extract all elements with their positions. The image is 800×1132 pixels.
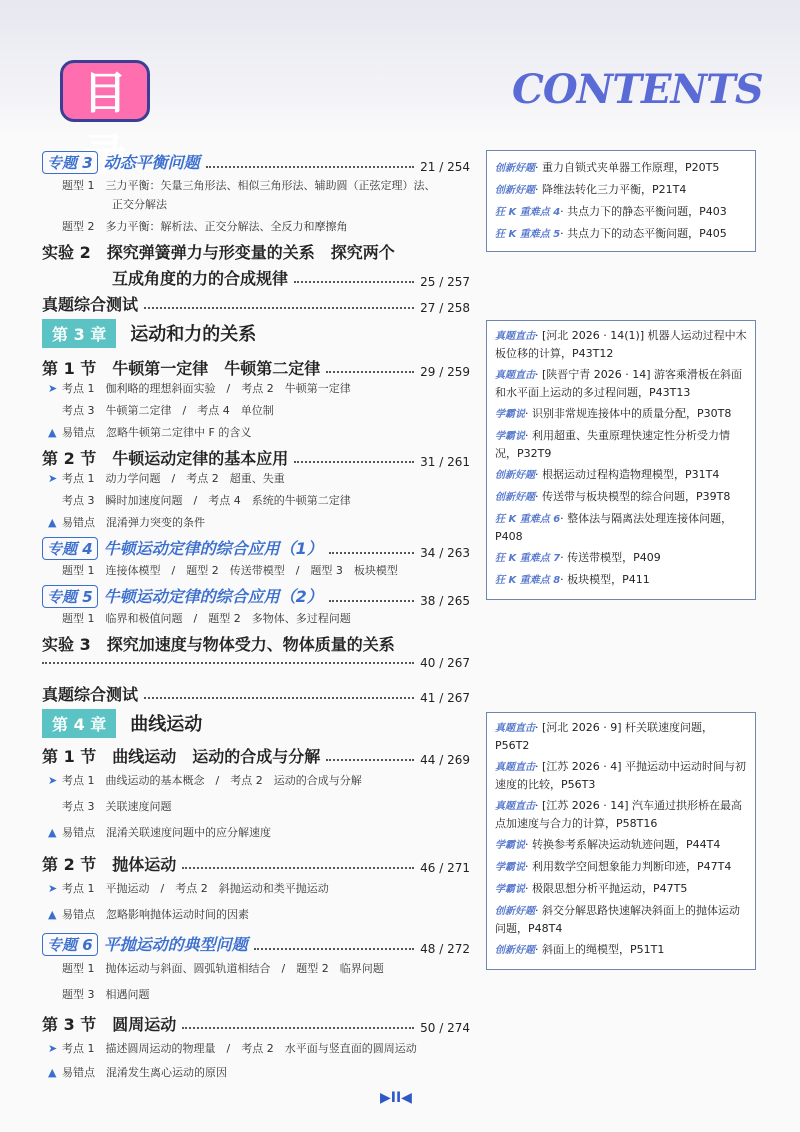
- arrow-icon: ➤: [48, 1042, 58, 1055]
- arrow-icon: ➤: [48, 382, 58, 395]
- topic-tag: 专题 3: [42, 151, 98, 174]
- toc-row-section31[interactable]: [42, 356, 470, 379]
- sidebox-1: [486, 150, 756, 252]
- toc-row-topic6[interactable]: [42, 932, 470, 956]
- topic-tag: 专题 5: [42, 585, 98, 608]
- side-item[interactable]: 学霸说· 利用超重、失重原理快速定性分析受力情况，P32T9: [495, 429, 730, 460]
- sub-item: ▲ 易错点 忽略牛顿第二定律中 F 的含义: [48, 426, 252, 439]
- sub-item: ➤ 考点 1 曲线运动的基本概念 / 考点 2 运动的合成与分解: [48, 774, 362, 787]
- side-item[interactable]: 真题直击· [江苏 2026 · 4] 平抛运动中运动时间与初速度的比较，P56T3: [495, 760, 747, 791]
- sub-item: 正交分解法: [112, 198, 167, 211]
- side-item[interactable]: 学霸说· 转换参考系解决运动轨迹问题，P44T4: [495, 838, 721, 851]
- toc-row-section32[interactable]: [42, 446, 470, 469]
- sub-item: 题型 1 三力平衡：矢量三角形法、相似三角形法、辅助圆（正弦定理）法、: [62, 179, 436, 192]
- side-item[interactable]: 创新好题· 降维法转化三力平衡，P21T4: [495, 183, 687, 196]
- page-ref: 41 / 267: [420, 691, 470, 705]
- experiment-title[interactable]: 实验 3 探究加速度与物体受力、物体质量的关系: [42, 635, 395, 654]
- toc-row-section43[interactable]: [42, 1012, 470, 1035]
- toc-row-test[interactable]: [42, 292, 470, 315]
- side-item[interactable]: 狂 K 重难点 5· 共点力下的动态平衡问题，P405: [495, 227, 727, 240]
- sub-item: 题型 1 抛体运动与斜面、圆弧轨道相结合 / 题型 2 临界问题: [62, 962, 384, 975]
- contents-heading: CONTENTS: [512, 66, 763, 113]
- toc-row-section41[interactable]: [42, 744, 470, 767]
- page-ref: 46 / 271: [420, 861, 470, 875]
- page-ref: 50 / 274: [420, 1021, 470, 1035]
- sub-item: ➤ 考点 1 伽利略的理想斜面实验 / 考点 2 牛顿第一定律: [48, 382, 351, 395]
- toc-row-topic5[interactable]: [42, 584, 470, 608]
- chapter-name: 运动和力的关系: [130, 324, 257, 345]
- experiment-title-cont: 互成角度的力的合成规律: [112, 269, 289, 288]
- topic-tag: 专题 6: [42, 933, 98, 956]
- chapter-badge: 第 3 章: [42, 319, 116, 348]
- sub-item: 题型 3 相遇问题: [62, 988, 150, 1001]
- toc-row-test2[interactable]: [42, 682, 470, 705]
- sub-item: ▲ 易错点 混淆发生离心运动的原因: [48, 1066, 227, 1079]
- sub-item: 考点 3 瞬时加速度问题 / 考点 4 系统的牛顿第二定律: [62, 494, 351, 507]
- side-item[interactable]: 真题直击· [陕晋宁青 2026 · 14] 游客乘滑板在斜面和水平面上运动的多过程问题，P43T13: [495, 368, 743, 399]
- sub-item: ▲ 易错点 忽略影响抛体运动时间的因素: [48, 908, 249, 921]
- page-ref: 27 / 258: [420, 301, 470, 315]
- side-item[interactable]: 真题直击· [河北 2026 · 14(1)] 机器人运动过程中木板位移的计算，P43T12: [495, 329, 747, 360]
- topic-title: 牛顿运动定律的综合应用（2）: [103, 587, 323, 606]
- page-title: 目录: [60, 60, 150, 122]
- toc-row-section42[interactable]: [42, 852, 470, 875]
- side-item[interactable]: 创新好题· 传送带与板块模型的综合问题，P39T8: [495, 490, 731, 503]
- page-ref: 25 / 257: [420, 275, 470, 289]
- chapter-4-heading[interactable]: [42, 708, 202, 738]
- topic-title: 牛顿运动定律的综合应用（1）: [103, 539, 323, 558]
- side-item[interactable]: 真题直击· [江苏 2026 · 14] 汽车通过拱形桥在最高点加速度与合力的计算，P58T16: [495, 799, 743, 830]
- toc-row-experiment2[interactable]: [112, 266, 470, 289]
- side-item[interactable]: 创新好题· 斜面上的绳模型，P51T1: [495, 943, 665, 956]
- sub-item: ➤ 考点 1 描述圆周运动的物理量 / 考点 2 水平面与竖直面的圆周运动: [48, 1042, 417, 1055]
- bell-icon: ▲: [48, 426, 57, 439]
- page-ref: 21 / 254: [420, 160, 470, 174]
- arrow-icon: ➤: [48, 882, 58, 895]
- page-ref: 44 / 269: [420, 753, 470, 767]
- page-ref: 40 / 267: [420, 656, 470, 670]
- page-ref: 31 / 261: [420, 455, 470, 469]
- page-ref: 34 / 263: [420, 546, 470, 560]
- chapter-3-heading[interactable]: [42, 318, 256, 348]
- side-item[interactable]: 狂 K 重难点 7· 传送带模型，P409: [495, 551, 661, 564]
- side-item[interactable]: 创新好题· 根据运动过程构造物理模型，P31T4: [495, 468, 720, 481]
- chapter-name: 曲线运动: [130, 714, 203, 735]
- sidebox-3: [486, 712, 756, 970]
- page-ref: 38 / 265: [420, 594, 470, 608]
- side-item[interactable]: 创新好题· 重力自锁式夹单器工作原理，P20T5: [495, 161, 720, 174]
- sub-item: 考点 3 牛顿第二定律 / 考点 4 单位制: [62, 404, 274, 417]
- side-item[interactable]: 狂 K 重难点 4· 共点力下的静态平衡问题，P403: [495, 205, 727, 218]
- section-title: 第 2 节 抛体运动: [42, 855, 177, 874]
- sub-item: 题型 1 连接体模型 / 题型 2 传送带模型 / 题型 3 板块模型: [62, 564, 398, 577]
- topic-title: 平抛运动的典型问题: [103, 935, 248, 954]
- test-title: 真题综合测试: [42, 295, 139, 314]
- sub-item: ▲ 易错点 混淆关联速度问题中的应分解速度: [48, 826, 271, 839]
- section-title: 第 3 节 圆周运动: [42, 1015, 177, 1034]
- bell-icon: ▲: [48, 826, 57, 839]
- section-title: 第 2 节 牛顿运动定律的基本应用: [42, 449, 289, 468]
- sub-item: ➤ 考点 1 平抛运动 / 考点 2 斜抛运动和类平抛运动: [48, 882, 329, 895]
- page-ref: 48 / 272: [420, 942, 470, 956]
- test-title: 真题综合测试: [42, 685, 139, 704]
- sub-item: 题型 1 临界和极值问题 / 题型 2 多物体、多过程问题: [62, 612, 351, 625]
- bell-icon: ▲: [48, 908, 57, 921]
- sub-item: ➤ 考点 1 动力学问题 / 考点 2 超重、失重: [48, 472, 285, 485]
- topic-tag: 专题 4: [42, 537, 98, 560]
- chapter-badge: 第 4 章: [42, 709, 116, 738]
- side-item[interactable]: 学霸说· 识别非常规连接体中的质量分配，P30T8: [495, 407, 732, 420]
- section-title: 第 1 节 牛顿第一定律 牛顿第二定律: [42, 359, 321, 378]
- side-item[interactable]: 学霸说· 利用数学空间想象能力判断印迹，P47T4: [495, 860, 732, 873]
- page-ref: 29 / 259: [420, 365, 470, 379]
- toc-row-topic3[interactable]: [42, 150, 470, 174]
- side-item[interactable]: 真题直击· [河北 2026 · 9] 杆关联速度问题，P56T2: [495, 721, 714, 752]
- experiment-title[interactable]: 实验 2 探究弹簧弹力与形变量的关系 探究两个: [42, 243, 395, 262]
- bell-icon: ▲: [48, 1066, 57, 1079]
- side-item[interactable]: 创新好题· 斜交分解思路快速解决斜面上的抛体运动问题，P48T4: [495, 904, 740, 935]
- sub-item: ▲ 易错点 混淆弹力突变的条件: [48, 516, 205, 529]
- toc-row-topic4[interactable]: [42, 536, 470, 560]
- page-number: ▶II◀: [380, 1090, 412, 1106]
- section-title: 第 1 节 曲线运动 运动的合成与分解: [42, 747, 321, 766]
- topic-title: 动态平衡问题: [103, 153, 200, 172]
- sub-item: 题型 2 多力平衡：解析法、正交分解法、全反力和摩擦角: [62, 220, 348, 233]
- side-item[interactable]: 狂 K 重难点 8· 板块模型，P411: [495, 573, 650, 586]
- sidebox-2: [486, 320, 756, 600]
- arrow-icon: ➤: [48, 774, 58, 787]
- side-item[interactable]: 学霸说· 极限思想分析平抛运动，P47T5: [495, 882, 688, 895]
- bell-icon: ▲: [48, 516, 57, 529]
- arrow-icon: ➤: [48, 472, 58, 485]
- side-item[interactable]: 狂 K 重难点 6· 整体法与隔离法处理连接体问题，P408: [495, 512, 733, 543]
- toc-row-experiment3[interactable]: [42, 656, 470, 670]
- sub-item: 考点 3 关联速度问题: [62, 800, 172, 813]
